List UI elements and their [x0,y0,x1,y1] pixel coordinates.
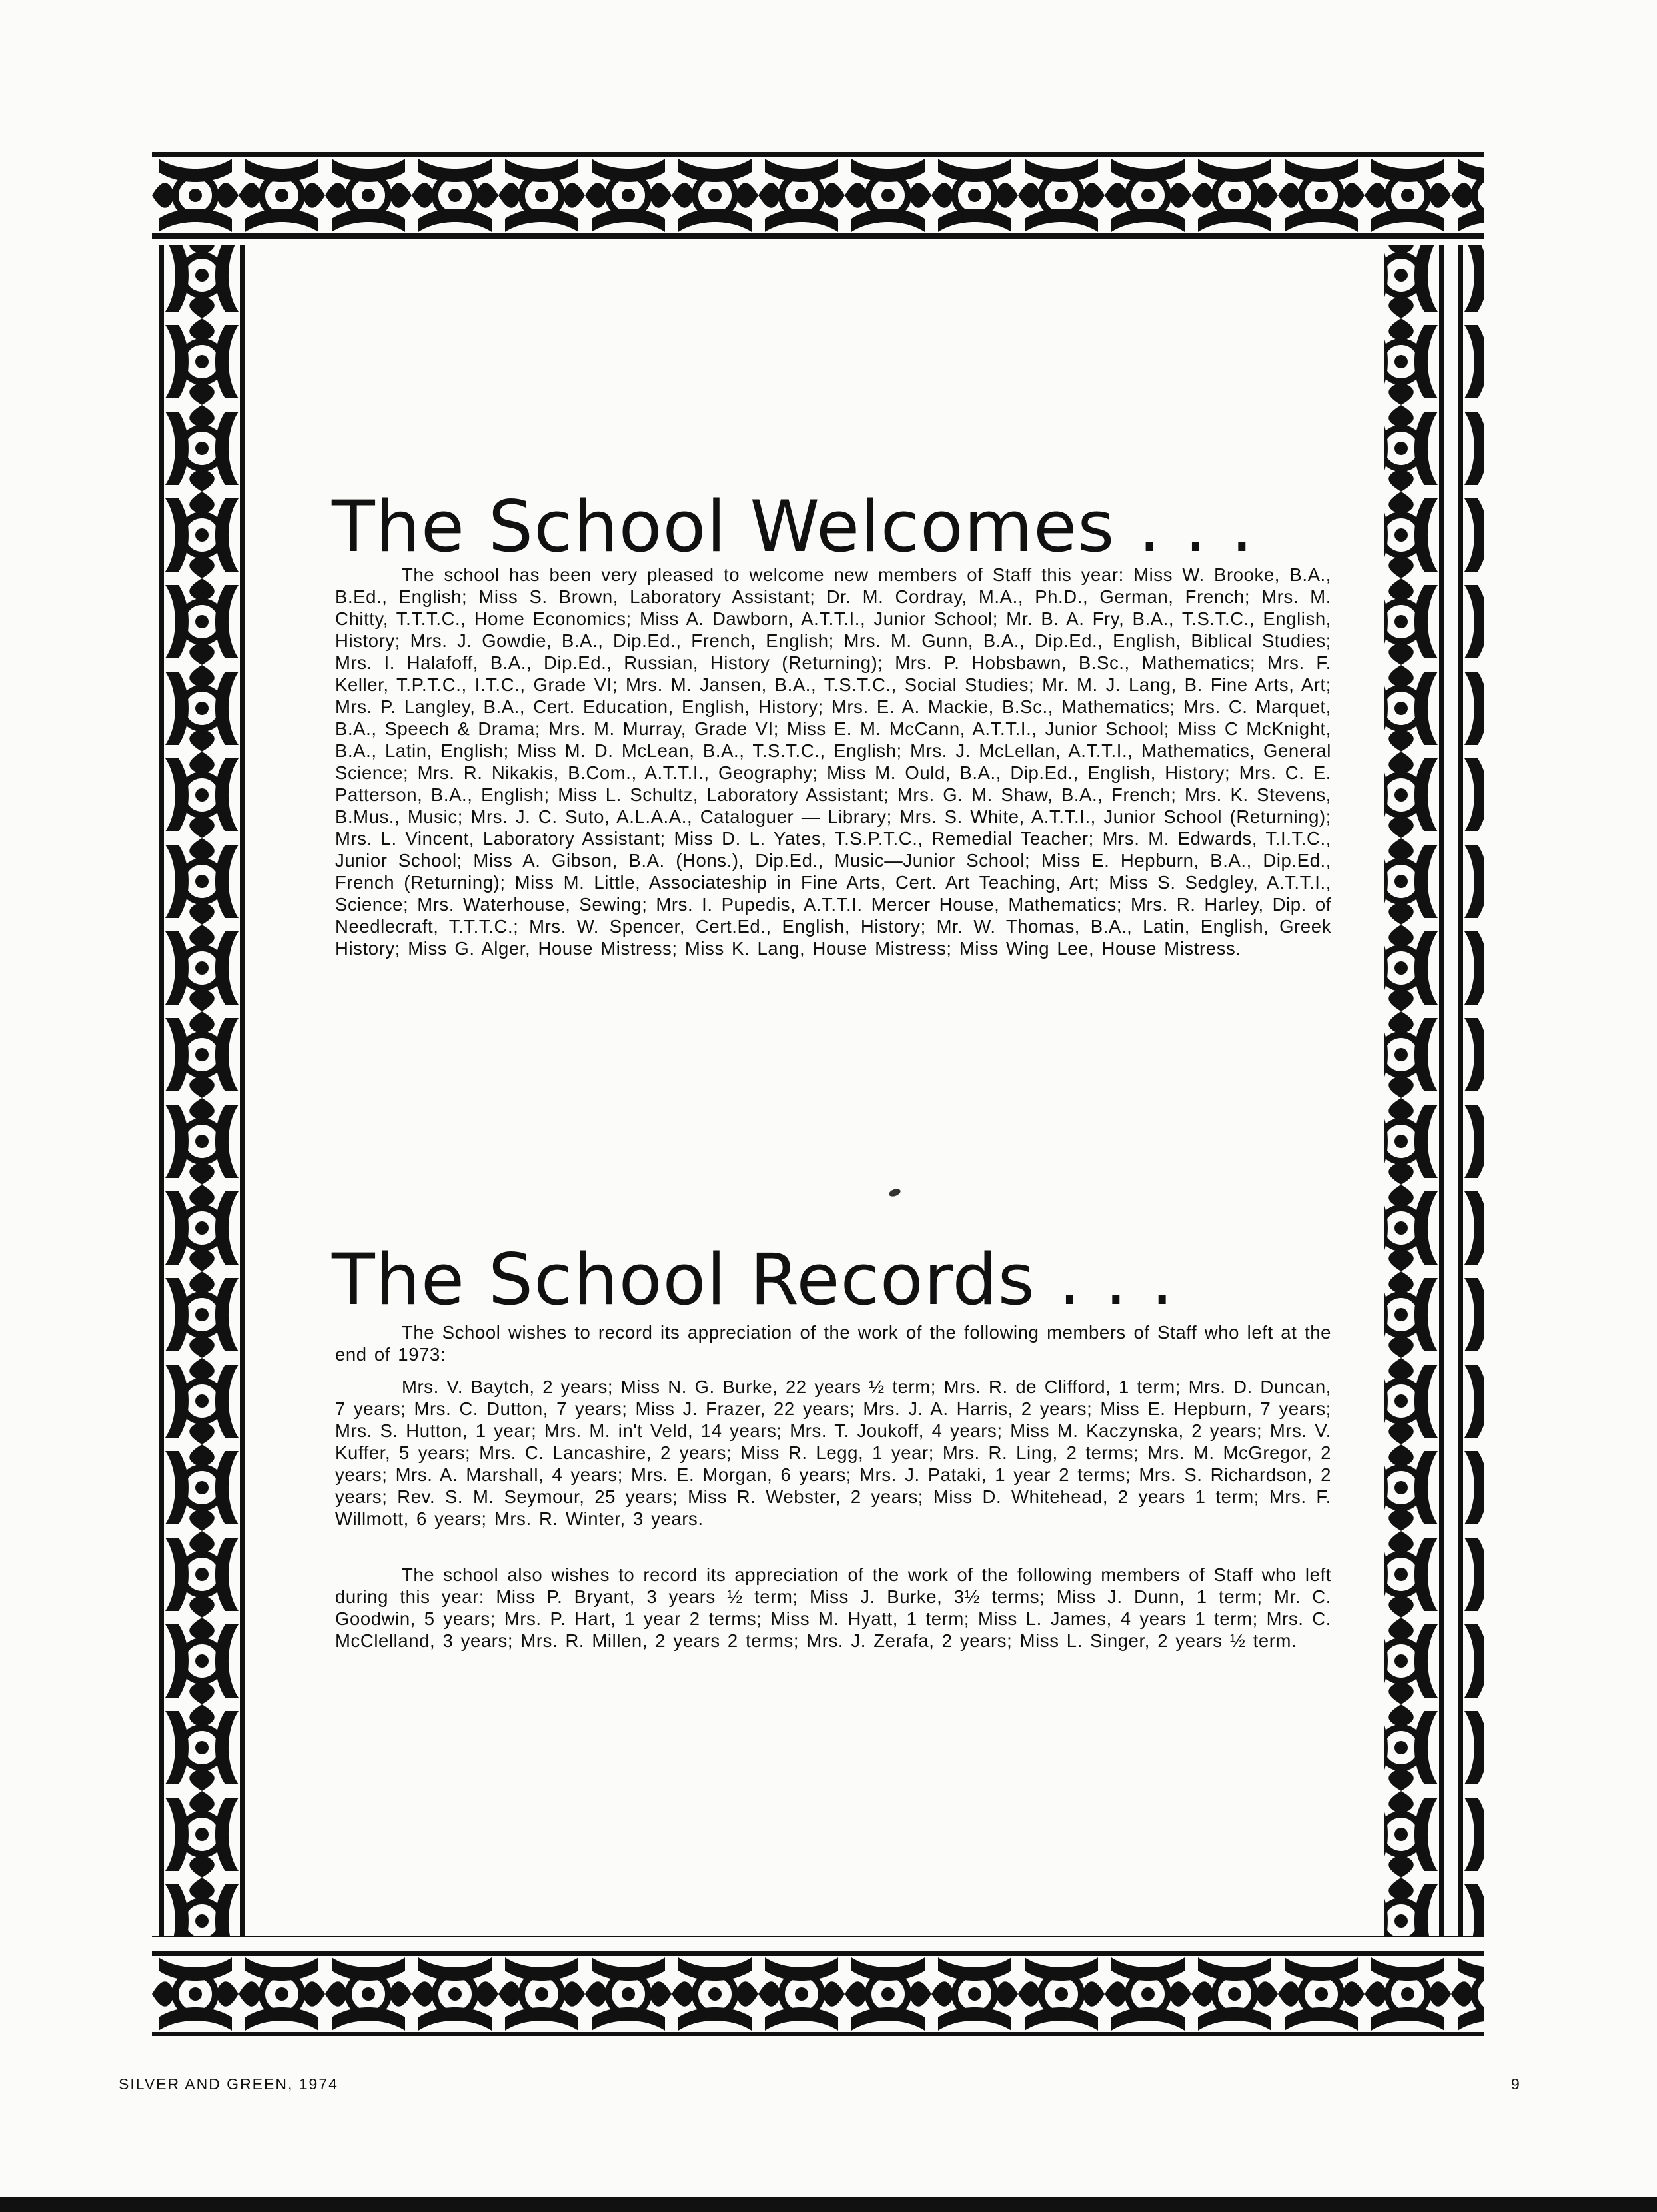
scan-edge-bar [0,2197,1657,2212]
welcomes-heading: The School Welcomes . . . [332,486,1254,568]
welcomes-paragraph: The school has been very pleased to welcome new members of Staff this year: Miss W. Brooke, B.A., B.Ed., English; Miss S. Brown, Laboratory Assistant; Dr. M. Cordray, M.A., Ph.D., German, French; Mrs. M. Chitty, T.T.T.C., Home Economics; Miss A. Dawborn, A.T.T.I., Junior School; Mr. B. A. Fry, B.A., T.S.T.C., English, History; Mrs. J. Gowdie, B.A., Dip.Ed., French, English; Mrs. M. Gunn, B.A., Dip.Ed., English, Biblical Studies; Mrs. I. Halafoff, B.A., Dip.Ed., Russian, History (Returning); Mrs. P. Hobsbawn, B.Sc., Mathematics; Mrs. F. Keller, T.P.T.C., I.T.C., Grade VI; Mrs. M. Jansen, B.A., T.S.T.C., Social Studies; Mr. M. J. Lang, B. Fine Arts, Art; Mrs. P. Langley, B.A., Cert. Education, English, History; Mrs. E. A. Mackie, B.Sc., Mathematics; Mrs. C. Marquet, B.A., Speech & Drama; Mrs. M. Murray, Grade VI; Miss E. M. McCann, A.T.T.I., Junior School; Miss C McKnight, B.A., Latin, English; Miss M. D. McLean, B.A., T.S.T.C., English; Mrs. J. McLellan, A.T.T.I., Mathematics, General Science; Mrs. R. Nikakis, B.Com., A.T.T.I., Geography; Miss M. Ould, B.A., Dip.Ed., English, History; Mrs. C. E. Patterson, B.A., English; Miss L. Schultz, Laboratory Assistant; Mrs. G. M. Shaw, B.A., French; Mrs. K. Stevens, B.Mus., Music; Mrs. J. C. Suto, A.L.A.A., Cataloguer — Library; Mrs. S. White, A.T.T.I., Junior School (Returning); Mrs. L. Vincent, Laboratory Assistant; Miss D. L. Yates, T.S.P.T.C., Remedial Teacher; Mrs. M. Edwards, T.I.T.C., Junior School; Miss A. Gibson, B.A. (Hons.), Dip.Ed., Music—Junior School; Miss E. Hepburn, B.A., Dip.Ed., French (Returning); Miss M. Little, Associateship in Fine Arts, Cert. Art Teaching, Art; Miss S. Sedgley, A.T.T.I., Science; Mrs. Waterhouse, Sewing; Mrs. I. Pupedis, A.T.T.I. Mercer House, Mathematics; Mrs. R. Harley, Dip. of Needlecraft, T.T.T.C.; Mrs. W. Spencer, Cert.Ed., English, History; Mr. W. Thomas, B.A., Latin, English, Greek History; Miss G. Alger, House Mistress; Miss K. Lang, House Mistress; Miss Wing Lee, House Mistress. [335,564,1331,959]
records-list-paragraph: Mrs. V. Baytch, 2 years; Miss N. G. Burke, 22 years ½ term; Mrs. R. de Clifford, 1 term; Mrs. D. Duncan, 7 years; Mrs. C. Dutton, 7 years; Miss J. Frazer, 22 years; Mrs. J. A. Harris, 2 years; Miss E. Hepburn, 7 years; Mrs. S. Hutton, 1 year; Mrs. M. in't Veld, 14 years; Mrs. T. Joukoff, 4 years; Miss M. Kaczynska, 2 years; Mrs. V. Kuffer, 5 years; Mrs. C. Lancashire, 2 years; Miss R. Legg, 1 year; Mrs. R. Ling, 2 terms; Mrs. M. McGregor, 2 years; Mrs. A. Marshall, 4 years; Mrs. E. Morgan, 6 years; Mrs. J. Pataki, 1 year 2 terms; Mrs. S. Richardson, 2 years; Rev. S. M. Seymour, 25 years; Miss R. Webster, 2 years; Miss D. Whitehead, 2 years 1 term; Mrs. F. Willmott, 6 years; Mrs. R. Winter, 3 years. [335,1377,1331,1529]
records-heading: The School Records . . . [332,1239,1175,1321]
publication-footer: SILVER AND GREEN, 1974 [119,2075,338,2093]
records-intro-paragraph: The School wishes to record its appreciation of the work of the following members of Staff who left at the end of 1973: [335,1322,1331,1365]
records-during-paragraph: The school also wishes to record its appreciation of the work of the following members of Staff who left during this year: Miss P. Bryant, 3 years ½ term; Miss J. Burke, 3½ terms; Miss J. Dunn, 1 term; Mr. C. Goodwin, 5 years; Mrs. P. Hart, 1 year 2 terms; Miss M. Hyatt, 1 term; Miss L. James, 4 years 1 term; Mrs. C. McClelland, 3 years; Mrs. R. Millen, 2 years 2 terms; Mrs. J. Zerafa, 2 years; Miss L. Singer, 2 years ½ term. [335,1564,1331,1651]
page-number: 9 [1511,2075,1521,2093]
